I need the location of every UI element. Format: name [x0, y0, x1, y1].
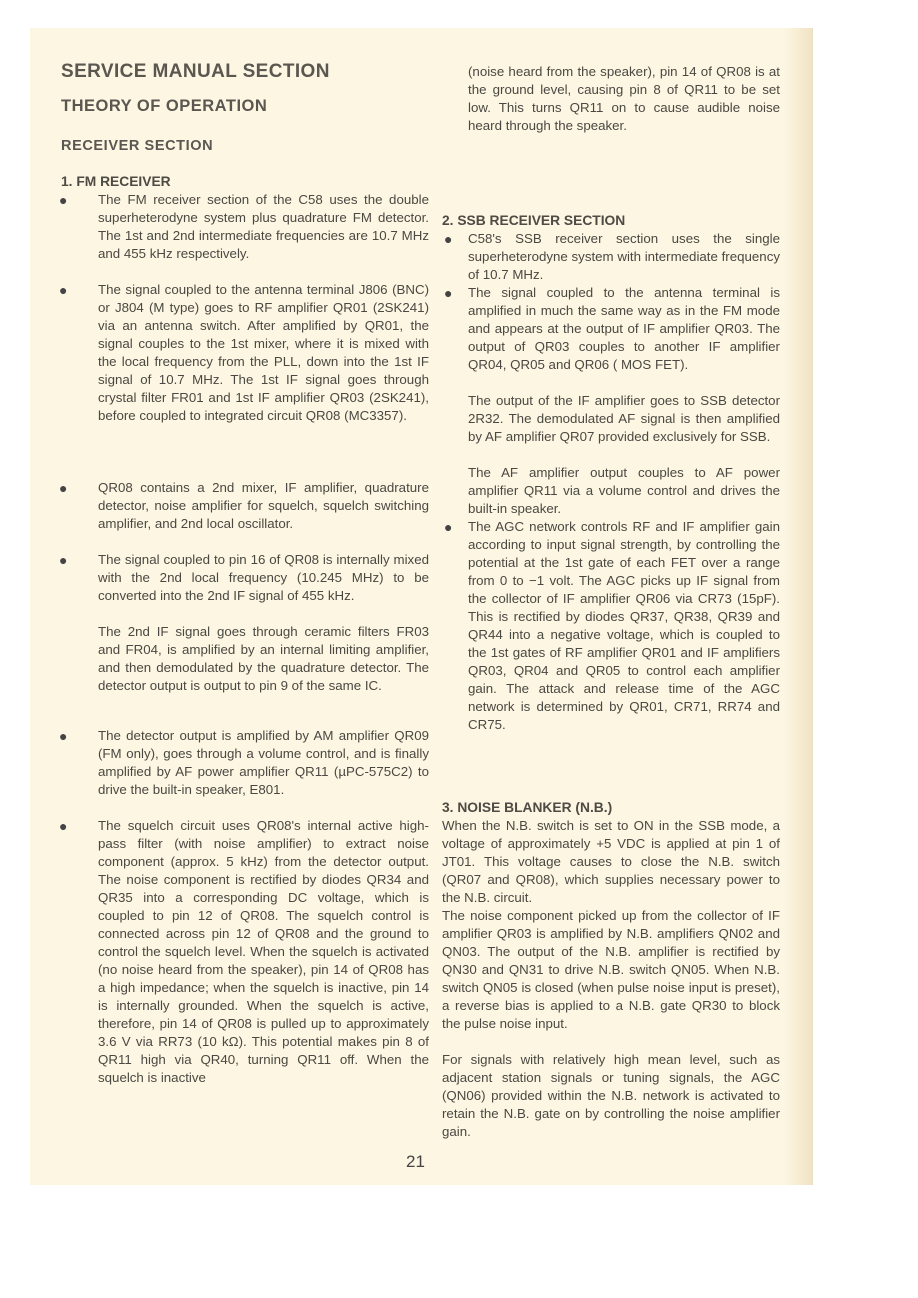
section-title-ssb-receiver: 2. SSB RECEIVER SECTION — [442, 213, 626, 228]
ssb-paragraph-2-cont: The output of the IF amplifier goes to SSB detector 2R32. The demodulated AF signal is then amplified by AF amplifier QR07 provided exclusively for SSB. — [468, 393, 780, 444]
bullet-icon: ● — [59, 480, 68, 496]
heading-service-manual: SERVICE MANUAL SECTION — [61, 61, 330, 82]
bullet-icon: ● — [59, 818, 68, 834]
section-title-noise-blanker: 3. NOISE BLANKER (N.B.) — [442, 800, 613, 815]
nb-paragraph-1: When the N.B. switch is set to ON in the SSB mode, a voltage of approximately +5 VDC is applied at pin 1 of JT01. This voltage causes to close the N.B. switch (QR07 and QR08), which supplies necessary power to the N.B. circuit. — [442, 818, 780, 905]
nb-paragraph-2: The noise component picked up from the collector of IF amplifier QR03 is amplified by N.B. amplifiers QN02 and QN03. The output of the N.B. amplifier is rectified by QN30 and QN31 to drive N.B. switch QN05. When N.B. switch QN05 is closed (when pulse noise input is preset), a reverse bias is applied to a N.B. gate QR30 to block the pulse noise input. — [442, 908, 780, 1031]
fm-paragraph-6: The squelch circuit uses QR08's internal active high-pass filter (with noise amplifier) to extract noise component (approx. 5 kHz) from the detector output. The noise component is rectified by diodes QR34 and QR35 into a corresponding DC voltage, which is coupled to pin 12 of QR08. The squelch control is connected across pin 12 of QR08 and the ground to control the squelch level. When the squelch is activated (no noise heard from the speaker), pin 14 of QR08 has a high impedance; when the squelch is inactive, pin 14 is internally grounded. When the squelch is active, therefore, pin 14 of QR08 is pulled up to approximately 3.6 V via RR73 (10 kΩ). This potential makes pin 8 of QR11 high via QR40, turning QR11 off. When the squelch is inactive — [98, 818, 429, 1085]
bullet-icon: ● — [59, 192, 68, 208]
bullet-icon: ● — [59, 552, 68, 568]
heading-theory: THEORY OF OPERATION — [61, 97, 268, 115]
bullet-icon: ● — [444, 285, 453, 301]
page-number: 21 — [406, 1152, 425, 1171]
bullet-icon: ● — [444, 519, 453, 535]
bullet-icon: ● — [59, 728, 68, 744]
heading-receiver: RECEIVER SECTION — [61, 138, 214, 154]
ssb-paragraph-3: The AGC network controls RF and IF amplifier gain according to input signal strength, by controlling the potential at the 1st gate of each FET over a range from 0 to −1 volt. The AGC picks up IF signal from the collector of IF amplifier QR06 via CR73 (15pF). This is rectified by diodes QR37, QR38, QR39 and QR44 into a negative voltage, which is coupled to the 1st gates of RF amplifier QR01 and IF amplifiers QR03, QR04 and QR05 to control each amplifier gain. The attack and release time of the AGC network is determined by QR01, CR71, RR74 and CR75. — [468, 519, 780, 732]
squelch-continuation: (noise heard from the speaker), pin 14 of QR08 is at the ground level, causing pin 8 of QR11 to be set low. This turns QR11 on to cause audible noise heard through the speaker. — [468, 64, 780, 133]
fm-paragraph-1: The FM receiver section of the C58 uses the double superheterodyne system plus quadrature FM detector. The 1st and 2nd intermediate frequencies are 10.7 MHz and 455 kHz respectively. — [98, 192, 429, 261]
section-title-fm-receiver: 1. FM RECEIVER — [61, 174, 171, 189]
fm-paragraph-4-cont: The 2nd IF signal goes through ceramic filters FR03 and FR04, is amplified by an internal limiting amplifier, and then demodulated by the quadrature detector. The detector output is output to pin 9 of the same IC. — [98, 624, 429, 693]
manual-page — [30, 28, 813, 1185]
nb-paragraph-3: For signals with relatively high mean level, such as adjacent station signals or tuning signals, the AGC (QN06) provided within the N.B. network is activated to retain the N.B. gate on by controlling the noise amplifier gain. — [442, 1052, 780, 1139]
fm-paragraph-2: The signal coupled to the antenna terminal J806 (BNC) or J804 (M type) goes to RF amplifier QR01 (2SK241) via an antenna switch. After amplified by QR01, the signal couples to the 1st mixer, where it is mixed with the local frequency from the PLL, down into the 1st IF signal of 10.7 MHz. The 1st IF signal goes through crystal filter FR01 and 1st IF amplifier QR03 (2SK241), before coupled to integrated circuit QR08 (MC3357). — [98, 282, 429, 423]
bullet-icon: ● — [59, 282, 68, 298]
ssb-paragraph-1: C58's SSB receiver section uses the single superheterodyne system with intermediate frequency of 10.7 MHz. — [468, 231, 780, 282]
fm-paragraph-3: QR08 contains a 2nd mixer, IF amplifier, quadrature detector, noise amplifier for squelch, squelch switching amplifier, and 2nd local oscillator. — [98, 480, 429, 531]
fm-paragraph-4: The signal coupled to pin 16 of QR08 is internally mixed with the 2nd local frequency (10.245 MHz) to be converted into the 2nd IF signal of 455 kHz. — [98, 552, 429, 603]
fm-paragraph-5: The detector output is amplified by AM amplifier QR09 (FM only), goes through a volume control, and is finally amplified by AF power amplifier QR11 (µPC-575C2) to drive the built-in speaker, E801. — [98, 728, 429, 797]
bullet-icon: ● — [444, 231, 453, 247]
ssb-paragraph-2-cont2: The AF amplifier output couples to AF power amplifier QR11 via a volume control and drives the built-in speaker. — [468, 465, 780, 516]
ssb-paragraph-2: The signal coupled to the antenna terminal is amplified in much the same way as in the FM mode and appears at the output of IF amplifier QR03. The output of QR03 couples to another IF amplifier QR04, QR05 and QR06 ( MOS FET). — [468, 285, 780, 372]
